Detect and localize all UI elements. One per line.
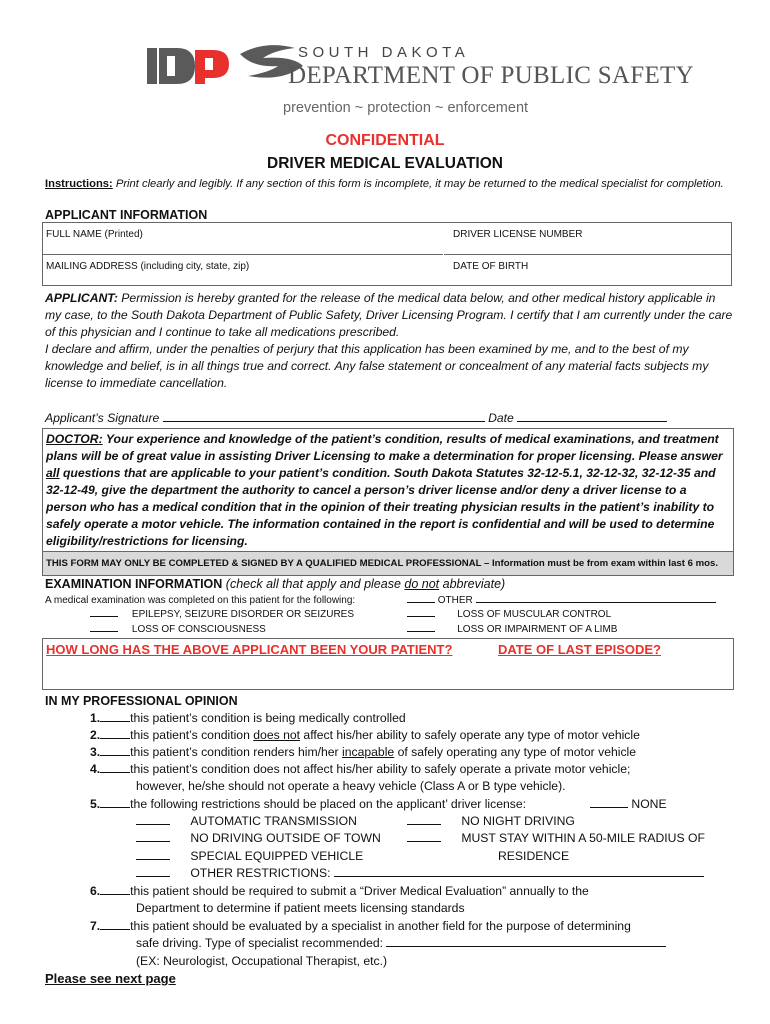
exam-item-limb <box>407 624 617 635</box>
doctor-statement <box>46 431 730 550</box>
consciousness-label: LOSS OF CONSCIOUSNESS <box>131 624 266 635</box>
50mile-check[interactable] <box>407 841 441 842</box>
item-1-text: this patient’s condition is being medically controlled <box>130 711 406 725</box>
tagline: prevention ~ protection ~ enforcement <box>283 100 529 116</box>
applicant-statement-text2: I declare and affirm, under the penalties of perjury that this application has been examined by me, and to the best of my knowledge and belief, is in all things true and correct. Any false statement or concealment of any material facts subjects my license to immediate cancellation. <box>45 342 709 390</box>
epilepsy-check[interactable] <box>90 616 118 617</box>
doctor-text-b: questions that are applicable to your patient’s condition. South Dakota Statutes 32-12-5.1, 32-12-32, 32-12-35 and 32-12-49, give the department the authority to cancel a person’s driver license and/or deny a driver license to a person who has a medical condition that in the opinion of their treating physician results in the patient’s inability to safely operate a motor vehicle. The information contained in the report is confidential and will be used to determine eligibility/restrictions for licensing. <box>46 466 716 548</box>
other-restriction-label: OTHER RESTRICTIONS: <box>190 866 331 880</box>
item-7-text-1: this patient should be evaluated by a specialist in another field for the purpose of determining <box>130 919 631 933</box>
item-5-text: the following restrictions should be placed on the applicant’ driver license: <box>130 797 527 811</box>
item-6-text-1: this patient should be required to submit a “Driver Medical Evaluation” annually to the <box>130 884 589 898</box>
exam-item-muscular <box>407 609 611 620</box>
other-label: OTHER <box>437 595 473 606</box>
item-7-text-3: (EX: Neurologist, Occupational Therapist, etc.) <box>136 953 388 968</box>
exam-item-other <box>407 595 716 606</box>
state-name: SOUTH DAKOTA <box>298 44 470 61</box>
restriction-special <box>136 848 363 865</box>
muscular-check[interactable] <box>407 616 435 617</box>
department-name: DEPARTMENT OF PUBLIC SAFETY <box>288 62 694 89</box>
item-7-check[interactable] <box>100 929 130 930</box>
night-check[interactable] <box>407 824 441 825</box>
none-label: NONE <box>631 797 667 811</box>
last-episode-question[interactable]: DATE OF LAST EPISODE? <box>498 642 661 657</box>
exam-note-b: abbreviate) <box>442 577 506 591</box>
opinion-item-6 <box>90 883 730 918</box>
date-of-birth-field[interactable]: DATE OF BIRTH <box>453 261 529 272</box>
other-restriction-check[interactable] <box>136 876 170 877</box>
item-2-text-a: this patient’s condition <box>130 728 250 742</box>
signature-line <box>45 410 735 427</box>
applicant-label: APPLICANT: <box>45 291 118 305</box>
item-number: 7. <box>90 919 101 933</box>
restriction-town <box>136 830 381 847</box>
auto-check[interactable] <box>136 824 170 825</box>
restriction-50mile <box>407 830 705 847</box>
exam-heading-line <box>45 577 505 591</box>
none-check[interactable] <box>590 807 628 808</box>
applicant-statement <box>45 290 733 392</box>
other-check[interactable] <box>407 602 435 603</box>
exam-note-not: do not <box>404 577 440 591</box>
item-3-incapable: incapable <box>342 745 395 759</box>
restriction-night <box>407 813 575 830</box>
50mile-label: MUST STAY WITHIN A 50-MILE RADIUS OF <box>461 831 705 845</box>
other-restriction-field[interactable] <box>334 876 704 877</box>
epilepsy-label: EPILEPSY, SEIZURE DISORDER OR SEIZURES <box>131 609 355 620</box>
date-label: Date <box>488 411 514 425</box>
restriction-auto <box>136 813 357 830</box>
item-7-text-2: safe driving. Type of specialist recommended: <box>136 936 384 951</box>
item-2-text-b: affect his/her ability to safely operate any type of motor vehicle <box>303 728 640 742</box>
restriction-other <box>136 865 704 882</box>
item-3-text-b: of safely operating any type of motor vehicle <box>397 745 637 759</box>
item-6-text-2: Department to determine if patient meets licensing standards <box>136 901 465 916</box>
opinion-heading: IN MY PROFESSIONAL OPINION <box>45 694 238 708</box>
exam-intro: A medical examination was completed on this patient for the following: <box>45 595 356 606</box>
doctor-label: DOCTOR: <box>46 432 103 446</box>
applicant-info-table <box>42 222 732 286</box>
doctor-text-a: Your experience and knowledge of the patient’s condition, results of medical examinations, and treatment plans will be of great value in assisting Driver Licensing to make a determination for proper licensing. Please answer <box>46 432 723 463</box>
signature-label: Applicant’s Signature <box>45 411 160 425</box>
doctor-all: all <box>46 466 60 480</box>
special-label: SPECIAL EQUIPPED VEHICLE <box>190 849 364 863</box>
item-3-text-a: this patient’s condition renders him/her <box>130 745 339 759</box>
item-4-text-1: this patient’s condition does not affect his/her ability to safely operate a private motor vehicle; <box>130 762 631 776</box>
doctor-box <box>42 428 734 576</box>
opinion-item-2 <box>90 727 730 744</box>
item-number: 3. <box>90 745 101 759</box>
restriction-residence: RESIDENCE <box>498 849 570 863</box>
town-label: NO DRIVING OUTSIDE OF TOWN <box>190 831 381 845</box>
next-page-note: Please see next page <box>45 971 176 986</box>
instructions <box>45 177 725 192</box>
night-label: NO NIGHT DRIVING <box>461 814 575 828</box>
item-1-check[interactable] <box>100 721 130 722</box>
opinion-item-4 <box>90 761 730 796</box>
exam-note-a: (check all that apply and please <box>225 577 401 591</box>
applicant-statement-text1: Permission is hereby granted for the release of the medical data below, and other medical history applicable in my case, to the South Dakota Department of Public Safety, Driver Licensing Program. I certify that I am currently under the care of this physician and I continue to take all medications prescribed. <box>45 291 733 339</box>
item-3-check[interactable] <box>100 755 130 756</box>
opinion-item-7 <box>90 918 730 970</box>
special-check[interactable] <box>136 859 170 860</box>
item-2-check[interactable] <box>100 738 130 739</box>
opinion-item-1 <box>90 710 730 727</box>
item-4-text-2: however, he/she should not operate a heavy vehicle (Class A or B type vehicle). <box>136 779 566 794</box>
signature-field[interactable] <box>163 421 485 422</box>
full-name-field[interactable]: FULL NAME (Printed) <box>46 229 143 240</box>
exam-item-consciousness <box>90 624 266 635</box>
instructions-label: Instructions: <box>45 178 113 190</box>
item-4-check[interactable] <box>100 772 130 773</box>
item-number: 1. <box>90 711 101 725</box>
restriction-none <box>590 796 667 813</box>
exam-item-epilepsy <box>90 609 354 620</box>
town-check[interactable] <box>136 841 170 842</box>
confidential-heading: CONFIDENTIAL <box>325 132 445 149</box>
item-6-check[interactable] <box>100 894 130 895</box>
muscular-label: LOSS OF MUSCULAR CONTROL <box>457 609 612 620</box>
specialist-field[interactable] <box>386 946 666 947</box>
patient-history-box <box>42 638 734 690</box>
limb-check[interactable] <box>407 631 435 632</box>
item-number: 4. <box>90 762 101 776</box>
opinion-item-3 <box>90 744 730 761</box>
instructions-text: Print clearly and legibly. If any section of this form is incomplete, it may be returned to the medical specialist for completion. <box>115 178 724 190</box>
other-field[interactable] <box>476 602 716 603</box>
consciousness-check[interactable] <box>90 631 118 632</box>
mailing-address-field[interactable]: MAILING ADDRESS (including city, state, zip) <box>46 261 250 272</box>
license-number-field[interactable]: DRIVER LICENSE NUMBER <box>453 229 583 240</box>
item-2-does-not: does not <box>253 728 301 742</box>
date-field[interactable] <box>517 421 667 422</box>
how-long-question[interactable]: HOW LONG HAS THE ABOVE APPLICANT BEEN YOUR PATIENT? <box>46 642 453 657</box>
page-title: DRIVER MEDICAL EVALUATION <box>267 155 503 172</box>
item-number: 5. <box>90 797 101 811</box>
auto-label: AUTOMATIC TRANSMISSION <box>190 814 357 828</box>
logo-mark <box>147 45 303 84</box>
item-number: 2. <box>90 728 101 742</box>
exam-heading: EXAMINATION INFORMATION <box>45 577 223 591</box>
qualified-notice: THIS FORM MAY ONLY BE COMPLETED & SIGNED BY A QUALIFIED MEDICAL PROFESSIONAL – Information must be from exam within last 6 mos. <box>43 551 733 575</box>
applicant-info-heading: APPLICANT INFORMATION <box>45 208 208 222</box>
item-number: 6. <box>90 884 101 898</box>
limb-label: LOSS OR IMPAIRMENT OF A LIMB <box>457 624 618 635</box>
item-5-check[interactable] <box>100 807 130 808</box>
